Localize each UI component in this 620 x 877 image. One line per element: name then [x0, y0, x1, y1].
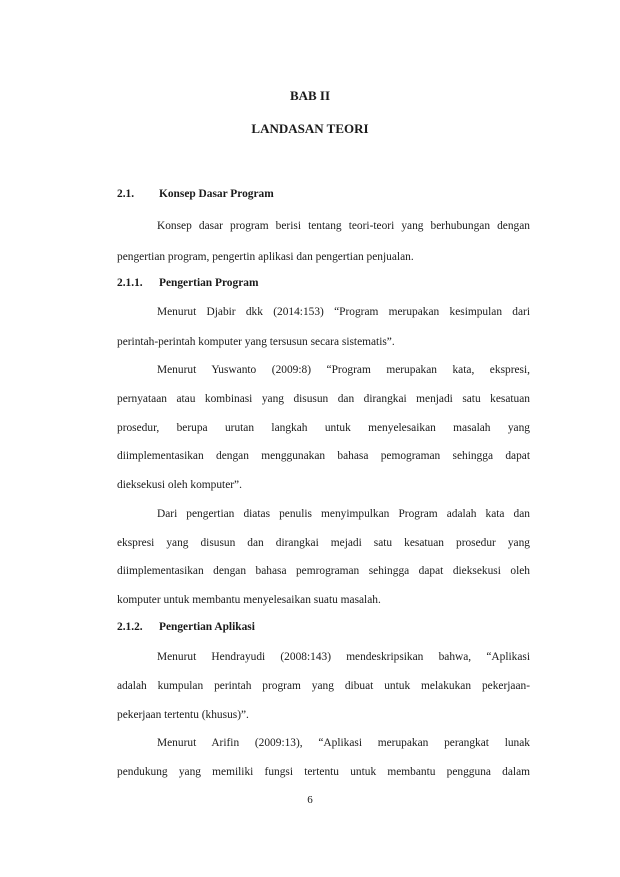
text-line: perintah-perintah komputer yang tersusun secara sistematis”.: [117, 336, 395, 348]
section-number: 2.1.2.: [117, 621, 143, 633]
page-number: 6: [307, 794, 313, 806]
section-number: 2.1.1.: [117, 277, 143, 289]
text-line: pekerjaan tertentu (khusus)”.: [117, 709, 249, 721]
section-heading-2-1: [117, 188, 274, 200]
text-line: Menurut Djabir dkk (2014:153) “Program merupakan kesimpulan dari: [157, 306, 530, 318]
section-number: 2.1.: [117, 188, 135, 200]
text-line: ekspresi yang disusun dan dirangkai mejadi satu kesatuan prosedur yang: [117, 537, 530, 549]
text-line: diimplementasikan dengan bahasa pemrograman sehingga dapat dieksekusi oleh: [117, 565, 530, 577]
section-heading-2-1-1: [117, 277, 258, 289]
text-line: adalah kumpulan perintah program yang dibuat untuk melakukan pekerjaan-: [117, 680, 530, 692]
text-line: prosedur, berupa urutan langkah untuk menyelesaikan masalah yang: [117, 422, 530, 434]
text-line: Dari pengertian diatas penulis menyimpulkan Program adalah kata dan: [157, 508, 530, 520]
text-line: Menurut Yuswanto (2009:8) “Program merupakan kata, ekspresi,: [157, 364, 530, 376]
section-heading-2-1-2: [117, 621, 255, 633]
text-line: pendukung yang memiliki fungsi tertentu untuk membantu pengguna dalam: [117, 766, 530, 778]
section-title: Pengertian Program: [159, 277, 259, 289]
text-line: Menurut Hendrayudi (2008:143) mendeskripsikan bahwa, “Aplikasi: [157, 651, 530, 663]
text-line: Konsep dasar program berisi tentang teori-teori yang berhubungan dengan: [157, 220, 530, 232]
chapter-title: LANDASAN TEORI: [251, 121, 369, 136]
chapter-number: BAB II: [289, 88, 331, 103]
text-line: Menurut Arifin (2009:13), “Aplikasi merupakan perangkat lunak: [157, 737, 530, 749]
text-line: pernyataan atau kombinasi yang disusun dan dirangkai menjadi satu kesatuan: [117, 393, 530, 405]
text-line: dieksekusi oleh komputer”.: [117, 479, 242, 491]
text-line: pengertian program, pengertin aplikasi dan pengertian penjualan.: [117, 251, 414, 263]
section-title: Konsep Dasar Program: [159, 188, 274, 200]
text-line: diimplementasikan dengan menggunakan bahasa pemograman sehingga dapat: [117, 450, 530, 462]
section-title: Pengertian Aplikasi: [159, 621, 255, 633]
text-line: komputer untuk membantu menyelesaikan suatu masalah.: [117, 594, 381, 606]
